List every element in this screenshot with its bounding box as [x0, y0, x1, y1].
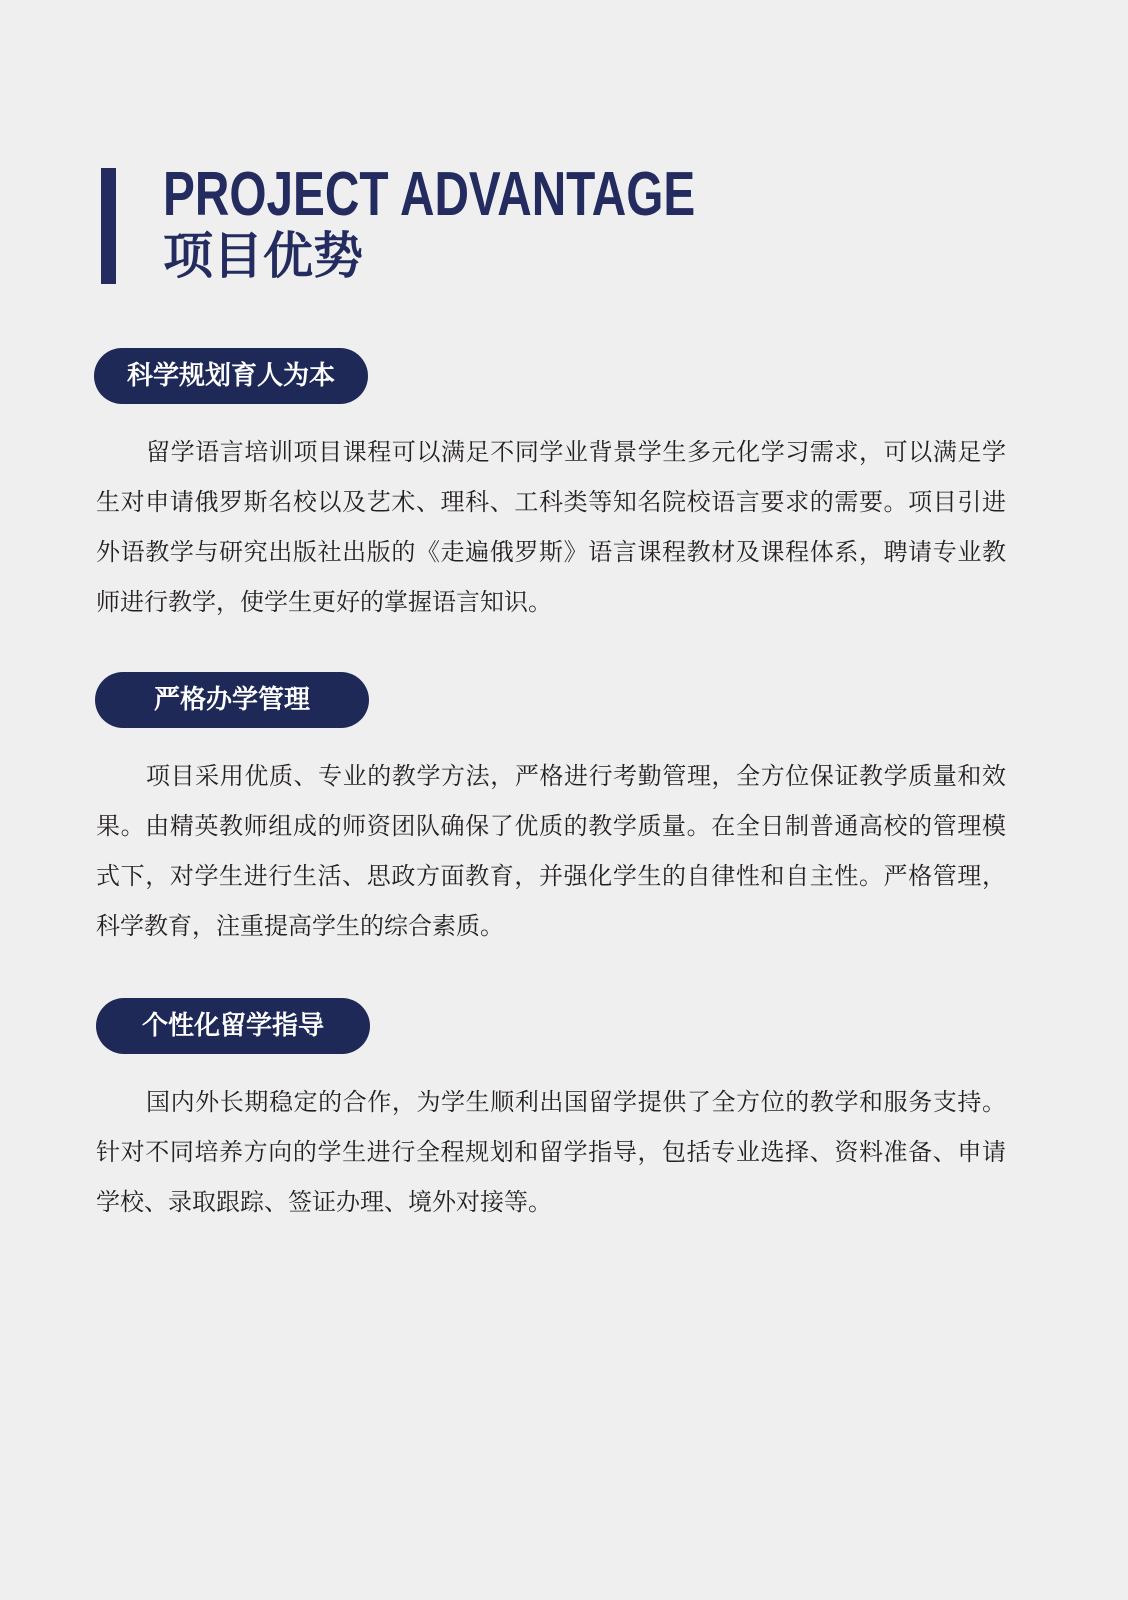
section-heading-pill — [95, 672, 369, 728]
section-heading-pill — [96, 998, 370, 1054]
section-heading-text: 科学规划育人为本 — [126, 361, 335, 391]
section-body-paragraph: 项目采用优质、专业的教学方法，严格进行考勤管理，全方位保证教学质量和效果。由精英教师组成的师资团队确保了优质的教学质量。在全日制普通高校的管理模式下，对学生进行生活、思政方面教育，并强化学生的自律性和自主性。严格管理，科学教育，注重提高学生的综合素质。 — [96, 762, 1006, 940]
section-heading-text: 严格办学管理 — [153, 685, 310, 715]
section-heading-pill — [94, 348, 368, 404]
page-title-chinese: 项目优势 — [163, 227, 363, 285]
section-body-paragraph: 国内外长期稳定的合作，为学生顺利出国留学提供了全方位的教学和服务支持。针对不同培养方向的学生进行全程规划和留学指导，包括专业选择、资料准备、申请学校、录取跟踪、签证办理、境外对接等。 — [96, 1088, 1006, 1216]
section-body-paragraph: 留学语言培训项目课程可以满足不同学业背景学生多元化学习需求，可以满足学生对申请俄罗斯名校以及艺术、理科、工科类等知名院校语言要求的需要。项目引进外语教学与研究出版社出版的《走遍俄罗斯》语言课程教材及课程体系，聘请专业教师进行教学，使学生更好的掌握语言知识。 — [96, 438, 1006, 616]
section-heading-text: 个性化留学指导 — [141, 1011, 324, 1041]
page-title-english: PROJECT ADVANTAGE — [163, 160, 696, 229]
title-accent-bar — [101, 168, 116, 284]
